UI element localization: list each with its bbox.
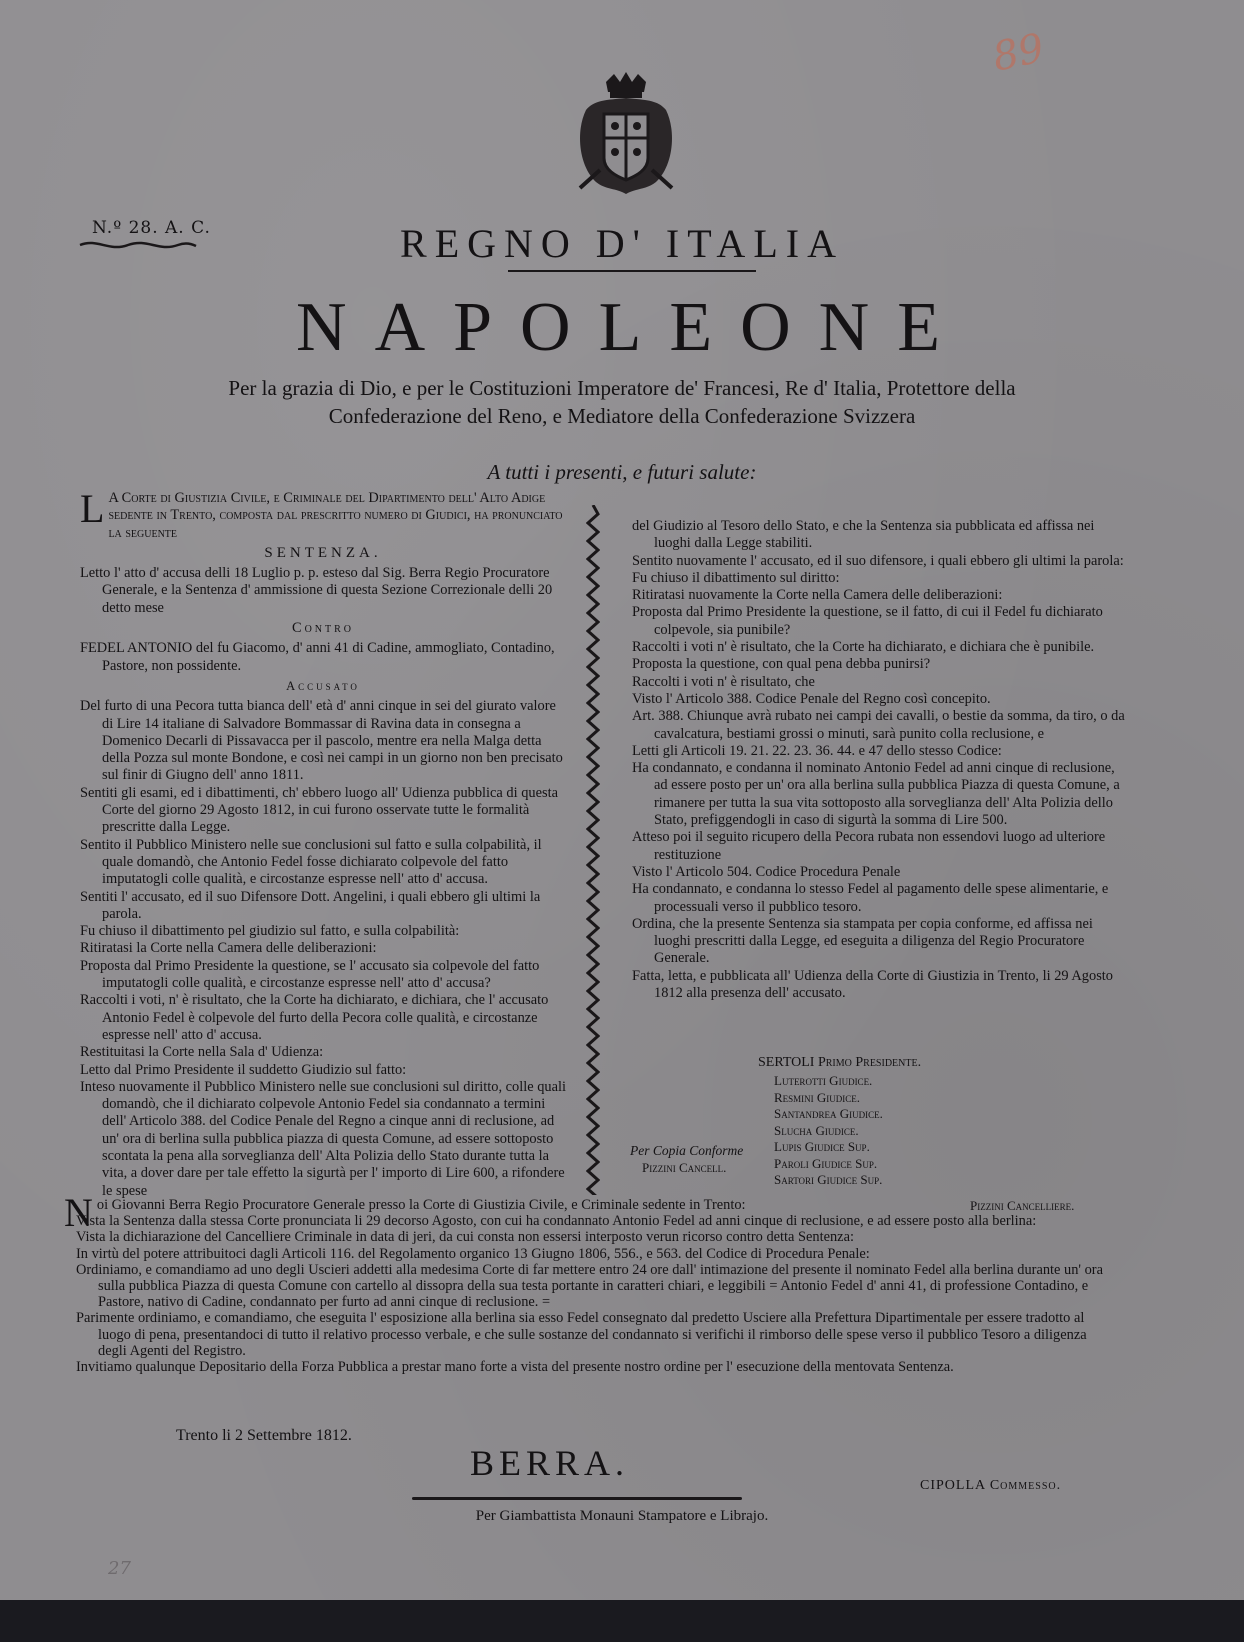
judge-name: Lupis Giudice Sup. <box>774 1139 870 1154</box>
column-divider-ornament <box>586 505 600 1195</box>
paragraph: Ha condannato, e condanna lo stesso Fedel al pagamento delle spese alimentarie, e processuali verso il pubblico tesoro. <box>632 881 1109 915</box>
paragraph: Letti gli Articoli 19. 21. 22. 23. 36. 44. e 47 dello stesso Codice: <box>632 742 1002 759</box>
decree-line: Invitiamo qualunque Depositario della Forza Pubblica a prestar mano forte a vista del presente nostro ordine per l' esecuzione della mentovata Sentenza. <box>76 1359 954 1376</box>
paragraph: Ordina, che la presente Sentenza sia stampata per copia conforme, ed affissa nei luoghi prescritti dalla Legge, ed eseguita a diligenza del Regio Procuratore Generale. <box>632 915 1093 967</box>
paragraph: Raccolti i voti, n' è risultato, che la Corte ha dichiarato, e dichiara, che l' accusato Antonio Fedel è colpevole del furto della Pecora colle qualità, e circostanze espresse nell' atto d' accusa. <box>80 992 549 1043</box>
judge-name: Luterotti Giudice. <box>774 1073 873 1088</box>
paragraph: Proposta la questione, con qual pena debba punirsi? <box>632 656 931 673</box>
paragraph: Raccolti i voti n' è risultato, che la Corte ha dichiarato, e dichiara che è punibile. <box>632 639 1095 656</box>
sentence-paragraph: Ha condannato, e condanna il nominato Antonio Fedel ad anni cinque di reclusione, ad essere posto per un' ora alla berlina sulla pubblica Piazza di questa Comune, a rimanere per tutta la sua vita sottoposto alla sorveglianza dell' Alta Polizia dello Stato, prefiggendogli in caso di sigurtà la somma di Lire 500. <box>632 760 1120 829</box>
decree-line: Parimente ordiniamo, e comandiamo, che eseguita l' esposizione alla berlina sia esso Fedel consegnato dal predetto Usciere alla Prefettura Dipartimentale per essere tradotto al luogo di pena, presentandoci di tutto il relativo processo verbale, e che sulle sostanze del condannato si verifichi il rimborso delle spese verso il pubblico Tesoro a diligenza degli Agenti del Registro. <box>76 1310 1087 1359</box>
accusato-heading: Accusato <box>286 678 360 693</box>
paragraph: Fu chiuso il dibattimento sul diritto: <box>632 569 840 586</box>
decree-line: In virtù del potere attribuitoci dagli Articoli 116. del Regolamento organico 13 Giugno 1806, 556., e 563. del Codice di Procedura Penale: <box>76 1245 870 1262</box>
paragraph: Sentiti l' accusato, ed il suo Difensore Dott. Angelini, i quali ebbero gli ultimi la parola. <box>80 888 541 922</box>
judge-name: Sartori Giudice Sup. <box>774 1172 883 1187</box>
titles-line-2: Confederazione del Reno, e Mediatore della Confederazione Svizzera <box>328 404 916 428</box>
paragraph: Fatta, letta, e pubblicata all' Udienza della Corte di Giustizia in Trento, li 29 Agosto 1812 alla presenza dell' accusato. <box>632 967 1113 1002</box>
paragraph: Letto l' atto d' accusa delli 18 Luglio p. p. esteso dal Sig. Berra Regio Procuratore Generale, e la Sentenza d' ammissione di questa Sezione Correzionale delli 20 detto mese <box>80 565 553 616</box>
paragraph: Sentito nuovamente l' accusato, ed il suo difensore, i quali ebbero gli ultimi la parola: <box>632 552 1124 569</box>
judge-name: Slucha Giudice. <box>774 1122 859 1138</box>
paragraph: Proposta dal Primo Presidente la questione, se l' accusato sia colpevole del fatto imputatogli colle qualità, e circostanze espresse nell' atto d' accusa? <box>80 957 540 992</box>
paragraph: Visto l' Articolo 504. Codice Procedura Penale <box>632 863 901 880</box>
paragraph: Atteso poi il seguito ricupero della Pecora rubata non essendovi luogo ad ulteriore restituzione <box>632 829 1106 863</box>
intro-paragraph: A Corte di Giustizia Civile, e Criminale del Dipartimento dell' Alto Adige sedente in Trento, composta dal prescritto numero di Giudici, ha pronunciato la seguente <box>108 490 563 541</box>
paragraph: Ritiratasi la Corte nella Camera delle deliberazioni: <box>80 940 377 957</box>
archive-pencil-number: 89 <box>988 25 1049 81</box>
executory-decree <box>64 1190 1114 1376</box>
drop-cap-l: L <box>80 486 105 531</box>
prosecutor-signature: BERRA. <box>470 1443 630 1483</box>
printer-imprint: Per Giambattista Monauni Stampatore e Librajo. <box>475 1508 769 1524</box>
decree-number: N.º 28. A. C. <box>92 218 211 238</box>
kingdom-heading: REGNO D' ITALIA <box>400 221 844 266</box>
judges-list <box>774 1073 883 1189</box>
paragraph: del Giudizio al Tesoro dello Stato, e che la Sentenza sia pubblicata ed affissa nei luoghi dalla Legge stabiliti. <box>632 518 1095 552</box>
drop-cap-n: N <box>64 1190 93 1235</box>
paragraph: Sentiti gli esami, ed i dibattimenti, ch' ebbero luogo all' Udienza pubblica di questa Corte del giorno 29 Agosto 1812, in cui furono osservate tutte le formalità prescritte dalla Legge. <box>80 784 558 836</box>
heading-rule <box>508 270 756 272</box>
paragraph: Del furto di una Pecora tutta bianca dell' età d' anni cinque in sei del giurato valore di Lire 14 italiane di Salvadore Bommassar di Ravina data in consegna a Domenico Decarli di Pissavacca per il pascolo, mentre era nella Malga detta della Pozza sul monte Bondone, e così nei campi in un giorno non ben precisato sul finir di Giugno dell' anno 1811. <box>80 698 563 784</box>
sovereign-name: NAPOLEONE <box>296 289 968 366</box>
archive-pencil-note: 27 <box>108 1558 131 1579</box>
paragraph: Letto dal Primo Presidente il suddetto Giudizio sul fatto: <box>80 1061 407 1078</box>
contro-heading: Contro <box>291 620 355 637</box>
salutation: A tutti i presenti, e futuri salute: <box>487 460 757 484</box>
paragraph: Raccolti i voti n' è risultato, che <box>632 673 815 690</box>
president-signature: SERTOLI Primo Presidente. <box>758 1055 922 1070</box>
place-date: Trento li 2 Settembre 1812. <box>176 1427 352 1444</box>
decree-line: oi Giovanni Berra Regio Procuratore Generale presso la Corte di Giustizia Civile, e Criminale sedente in Trento: <box>96 1197 746 1213</box>
decree-line: Ordiniamo, e comandiamo ad uno degli Uscieri addetti alla medesima Corte di far mettere entro 24 ore dall' intimazione del presente il nominato Fedel alla berlina durante un' ora sulla pubblica Piazza di questa Comune con cartello al dissopra della sua testa portante in caratteri chiari, e leggibili = Antonio Fedel d' anni 41, di professione Contadino, e Pastore, nativo di Cadine, condannato per furto ad anni cinque di reclusione. = <box>76 1261 1103 1311</box>
accused-identity: FEDEL ANTONIO del fu Giacomo, d' anni 41 di Cadine, ammogliato, Contadino, Pastore, non possidente. <box>80 640 555 674</box>
decree-line: Vista la Sentenza dalla stessa Corte pronunciata li 29 decorso Agosto, con cui ha condannato Antonio Fedel ad anni cinque di reclusione, e ad essere posto alla berlina: <box>76 1213 1037 1230</box>
paragraph: Visto l' Articolo 388. Codice Penale del Regno così concepito. <box>632 690 991 707</box>
left-column <box>80 486 567 1200</box>
article-quote: Art. 388. Chiunque avrà rubato nei campi dei cavalli, o bestie da somma, da tiro, o da cavalcatura, bestiami grossi o minuti, sarà punito colla reclusione, e <box>632 708 1125 742</box>
paragraph: Proposta dal Primo Presidente la questione, se il fatto, di cui il Fedel fu dichiarato colpevole, sia punibile? <box>632 604 1103 638</box>
titles-line-1: Per la grazia di Dio, e per le Costituzioni Imperatore de' Francesi, Re d' Italia, Protettore della <box>228 376 1016 400</box>
decree-line: Vista la dichiarazione del Cancelliere Criminale in data di jeri, da cui consta non essersi interposto verun ricorso contro detta Sentenza: <box>76 1229 854 1246</box>
paragraph: Inteso nuovamente il Pubblico Ministero nelle sue conclusioni sul diritto, colle quali domandò, che il dichiarato colpevole Antonio Fedel sia condannato a termini dell' Articolo 388. del Codice Penale del Regno a cinque anni di reclusione, ad un' ora di berlina sulla pubblica piazza di questa Comune, ad essere sottoposto scontata la pena alla sorveglianza dell' Alta Polizia dello Stato durante tutta la vita, a dover dare per tale effetto la sigurtà per l' importo di Lire 600, a rifondere le spese <box>80 1078 567 1199</box>
right-column <box>632 518 1126 1002</box>
certified-copy-clerk: Pizzini Cancell. <box>642 1160 727 1175</box>
printer-rule <box>412 1497 742 1500</box>
judge-name: Resmini Giudice. <box>774 1089 861 1105</box>
paragraph: Restituitasi la Corte nella Sala d' Udienza: <box>80 1044 324 1061</box>
paragraph: Ritiratasi nuovamente la Corte nella Camera delle deliberazioni: <box>632 587 1003 604</box>
royal-coat-of-arms-icon <box>566 70 686 200</box>
certified-copy-label: Per Copia Conforme <box>630 1143 744 1158</box>
paragraph: Fu chiuso il dibattimento pel giudizio sul fatto, e sulla colpabilità: <box>80 923 460 940</box>
paragraph: Sentito il Pubblico Ministero nelle sue conclusioni sul fatto e sulla colpabilità, il quale domandò, che Antonio Fedel fosse dichiarato colpevole del fatto imputatogli colle qualità, e circostanze espresse nell' atto d' accusa. <box>80 836 542 888</box>
chancellor-signature: Pizzini Cancelliere. <box>970 1198 1075 1213</box>
clerk-signature: CIPOLLA Commesso. <box>920 1478 1062 1493</box>
judge-name: Paroli Giudice Sup. <box>774 1155 878 1171</box>
sentenza-heading: SENTENZA. <box>264 544 382 561</box>
judge-name: Santandrea Giudice. <box>774 1106 883 1121</box>
